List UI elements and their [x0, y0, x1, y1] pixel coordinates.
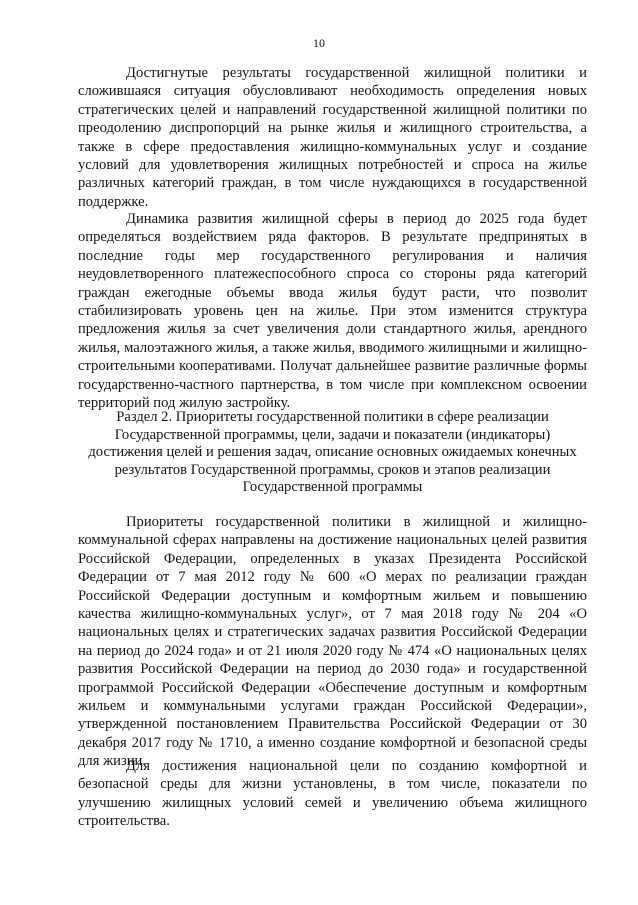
paragraph-housing-policy-results: Достигнутые результаты государственной жилищной политики и сложившаяся ситуация обусловливают необходимость определения новых стратегических целей и направлений государственной жилищной политики по преодолению диспропорций на рынке жилья и жилищного строительства, а также в сфере предоставления жилищно-коммунальных услуг и создание условий для удовлетворения жилищных потребностей и спроса на жилье различных категорий граждан, в том числе нуждающихся в государственной поддержке.	[78, 65, 587, 210]
paragraph-housing-dynamics: Динамика развития жилищной сферы в период до 2025 года будет определяться воздействием ряда факторов. В результате предпринятых в последние годы мер государственного регулирования и наличия неудовлетворенного платежеспособного спроса со стороны ряда категорий граждан ежегодные объемы ввода жилья будут расти, что позволит стабилизировать уровень цен на жилье. При этом изменится структура предложения жилья за счет увеличения доли стандартного жилья, арендного жилья, малоэтажного жилья, а также жилья, вводимого жилищными и жилищно-строительными кооперативами. Получат дальнейшее развитие различные формы государственно-частного партнерства, в том числе при комплексном освоении территорий под жилую застройку.	[78, 211, 587, 412]
page-number: 10	[313, 36, 325, 50]
paragraph-national-goal-indicators: Для достижения национальной цели по созданию комфортной и безопасной среды для жизни установлены, в том числе, показатели по улучшению жилищных условий семей и увеличению объема жилищного строительства.	[78, 758, 587, 830]
section-heading: Раздел 2. Приоритеты государственной политики в сфере реализации Государственной программы, цели, задачи и показатели (индикаторы) достижения целей и решения задач, описание основных ожидаемых конечных результатов Государственной программы, сроков и этапов реализации Государственной программы	[88, 409, 577, 496]
paragraph-policy-priorities: Приоритеты государственной политики в жилищной и жилищно-коммунальной сферах направлены на достижение национальных целей развития Российской Федерации, определенных в указах Президента Российской Федерации от 7 мая 2012 году № 600 «О мерах по реализации граждан Российской Федерации доступным и комфортным жильем и повышению качества жилищно-коммунальных услуг», от 7 мая 2018 году № 204 «О национальных целях и стратегических задачах развития Российской Федерации на период до 2024 года» и от 21 июля 2020 году № 474 «О национальных целях развития Российской Федерации на период до 2030 года» и государственной программой Российской Федерации «Обеспечение доступным и комфортным жильем и коммунальными услугами граждан Российской Федерации», утвержденной постановлением Правительства Российской Федерации от 30 декабря 2017 году № 1710, а именно создание комфортной и безопасной среды для жизни.	[78, 514, 587, 770]
